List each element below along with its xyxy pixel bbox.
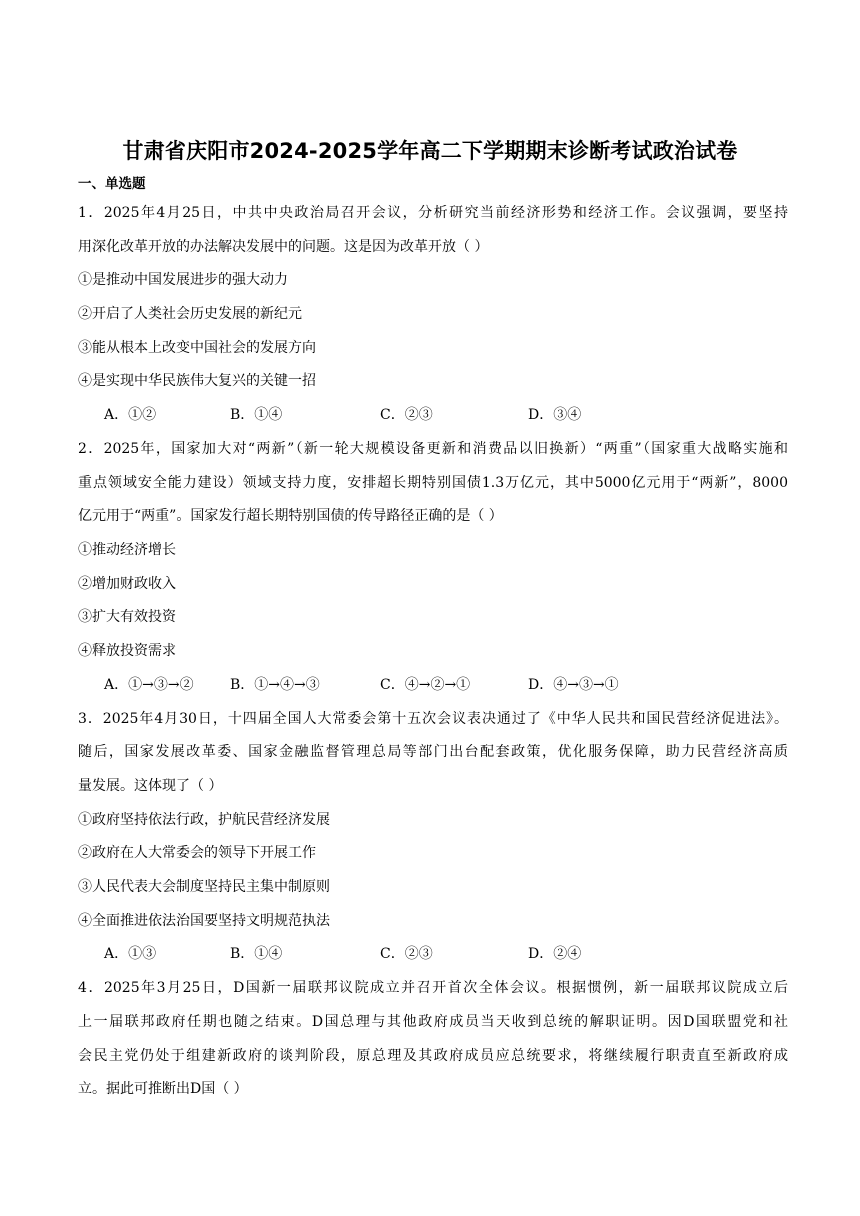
option-b[interactable]: B．①→④→③ (230, 677, 320, 693)
statement-item: ②政府在人大常委会的领导下开展工作 (78, 845, 316, 861)
question-stem-line: 上一届联邦政府任期也随之结束。D国总理与其他政府成员当天收到总统的解职证明。因D国联盟党和社 (78, 1014, 788, 1030)
option-a[interactable]: A．①→③→② (104, 677, 194, 693)
statement-item: ④是实现中华民族伟大复兴的关键一招 (78, 373, 316, 389)
option-d[interactable]: D．④→③→① (528, 677, 619, 693)
option-b[interactable]: B．①④ (230, 407, 283, 423)
option-d[interactable]: D．②④ (528, 946, 582, 962)
option-c[interactable]: C．②③ (380, 407, 433, 423)
option-a[interactable]: A．①② (104, 407, 157, 423)
question-stem-line: 重点领域安全能力建设）领域支持力度，安排超长期特别国债1.3万亿元，其中5000亿元用于“两新”，8000 (78, 475, 788, 491)
question-stem-line: 1．2025年4月25日，中共中央政治局召开会议，分析研究当前经济形势和经济工作。会议强调，要坚持 (78, 205, 788, 221)
question-stem-line: 随后，国家发展改革委、国家金融监督管理总局等部门出台配套政策，优化服务保障，助力民营经济高质 (78, 744, 788, 760)
option-d[interactable]: D．③④ (528, 407, 582, 423)
statement-item: ②开启了人类社会历史发展的新纪元 (78, 306, 302, 322)
question-stem-line: 4．2025年3月25日，D国新一届联邦议院成立并召开首次全体会议。根据惯例，新一届联邦议院成立后 (78, 980, 788, 996)
option-b[interactable]: B．①④ (230, 946, 283, 962)
statement-item: ①政府坚持依法行政，护航民营经济发展 (78, 812, 330, 828)
statement-item: ④释放投资需求 (78, 643, 176, 659)
question-stem-line: 立。据此可推断出D国（ ） (78, 1081, 248, 1097)
question-stem-line: 量发展。这体现了（ ） (78, 778, 223, 794)
statement-item: ③扩大有效投资 (78, 609, 176, 625)
option-c[interactable]: C．②③ (380, 946, 433, 962)
option-c[interactable]: C．④→②→① (380, 677, 471, 693)
question-stem-line: 2．2025年，国家加大对“两新”（新一轮大规模设备更新和消费品以旧换新）“两重”（国家重大战略实施和 (78, 441, 788, 457)
question-stem-line: 3．2025年4月30日，十四届全国人大常委会第十五次会议表决通过了《中华人民共和国民营经济促进法》。 (78, 711, 788, 727)
question-stem-line: 会民主党仍处于组建新政府的谈判阶段，原总理及其政府成员应总统要求，将继续履行职责直至新政府成 (78, 1048, 788, 1064)
question-stem-line: 亿元用于“两重”。国家发行超长期特别国债的传导路径正确的是（ ） (78, 508, 503, 524)
section-heading: 一、单选题 (78, 176, 146, 192)
statement-item: ③能从根本上改变中国社会的发展方向 (78, 340, 316, 356)
page-title: 甘肃省庆阳市2024-2025学年高二下学期期末诊断考试政治试卷 (122, 139, 738, 163)
option-a[interactable]: A．①③ (104, 946, 157, 962)
statement-item: ③人民代表大会制度坚持民主集中制原则 (78, 879, 330, 895)
statement-item: ②增加财政收入 (78, 576, 176, 592)
statement-item: ①推动经济增长 (78, 542, 176, 558)
statement-item: ④全面推进依法治国要坚持文明规范执法 (78, 913, 330, 929)
question-stem-line: 用深化改革开放的办法解决发展中的问题。这是因为改革开放（ ） (78, 239, 489, 255)
statement-item: ①是推动中国发展进步的强大动力 (78, 272, 288, 288)
